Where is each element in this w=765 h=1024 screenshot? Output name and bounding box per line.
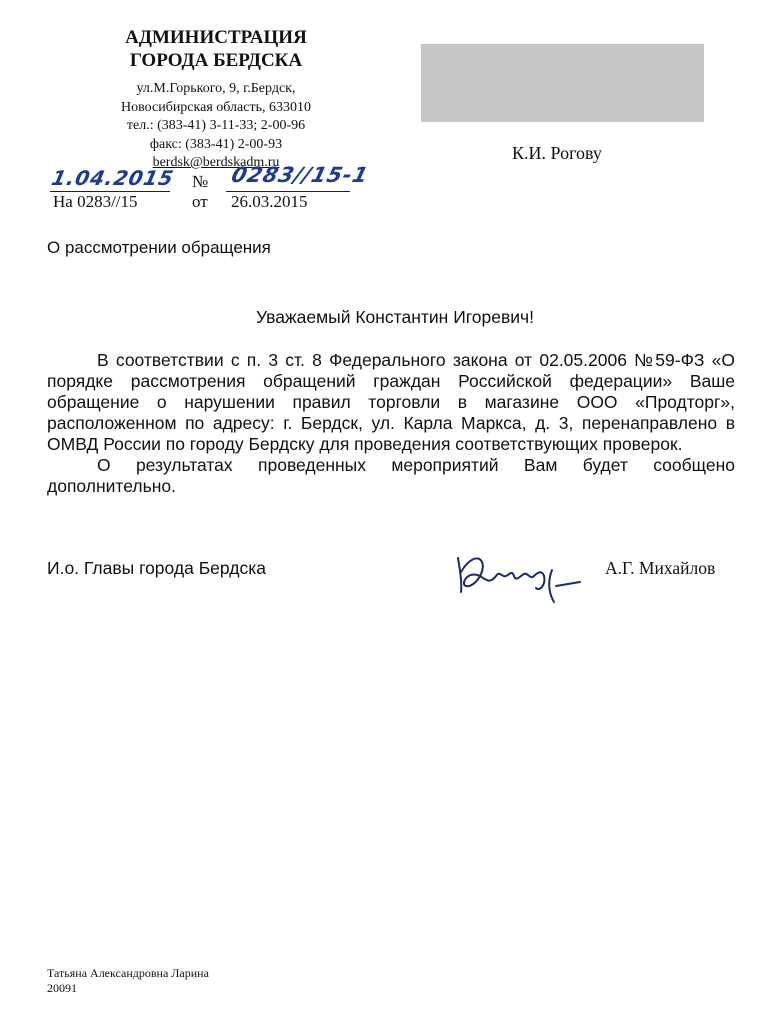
signatory-name: А.Г. Михайлов — [605, 558, 716, 578]
email-link[interactable]: berdsk@berdskadm.ru — [152, 155, 280, 170]
reference-date: 26.03.2015 — [231, 192, 308, 211]
handwritten-signature — [448, 540, 588, 610]
letter-greeting: Уважаемый Константин Игоревич! — [255, 307, 535, 327]
reference-from-label: от — [192, 192, 208, 211]
organization-contacts — [96, 80, 336, 173]
signatory-title: И.о. Главы города Бердска — [47, 558, 266, 578]
body-paragraph-1: В соответствии с п. 3 ст. 8 Федерального закона от 02.05.2006 №59-ФЗ «О порядке рассмотрения обращений граждан Российской федерации» Ваше обращение о нарушении правил торговли в магазине ООО «Продторг», расположенном по адресу: г. Бердск, ул. Карла Маркса, д. 3, перенаправлено в ОМВД России по городу Бердску для проведения соответствующих проверок. — [47, 350, 735, 454]
organization-name-line2: ГОРОДА БЕРДСКА — [129, 50, 303, 71]
phone-line: тел.: (383-41) 3-11-33; 2-00-96 — [126, 118, 306, 133]
reference-number: На 0283//15 — [53, 192, 138, 211]
address-line2: Новосибирская область, 633010 — [121, 99, 311, 115]
organization-name — [100, 26, 332, 72]
organization-name-line1: АДМИНИСТРАЦИЯ — [125, 27, 307, 48]
outgoing-number-handwritten: 0283//15-1 — [229, 163, 372, 187]
outgoing-date-handwritten: 1.04.2015 — [49, 166, 177, 190]
body-paragraph-2: О результатах проведенных мероприятий Вам будет сообщено дополнительно. — [47, 455, 735, 496]
executor-phone: 20091 — [47, 981, 77, 995]
redacted-address-block — [421, 44, 704, 122]
letter-subject: О рассмотрении обращения — [47, 238, 271, 257]
number-sign: № — [192, 172, 209, 191]
fax-line: факс: (383-41) 2-00-93 — [149, 136, 283, 152]
address-line1: ул.М.Горького, 9, г.Бердск, — [136, 81, 296, 96]
letter-body — [47, 350, 735, 497]
executor-info — [47, 966, 209, 996]
recipient-name: К.И. Рогову — [512, 143, 602, 163]
executor-name: Татьяна Александровна Ларина — [47, 966, 209, 980]
